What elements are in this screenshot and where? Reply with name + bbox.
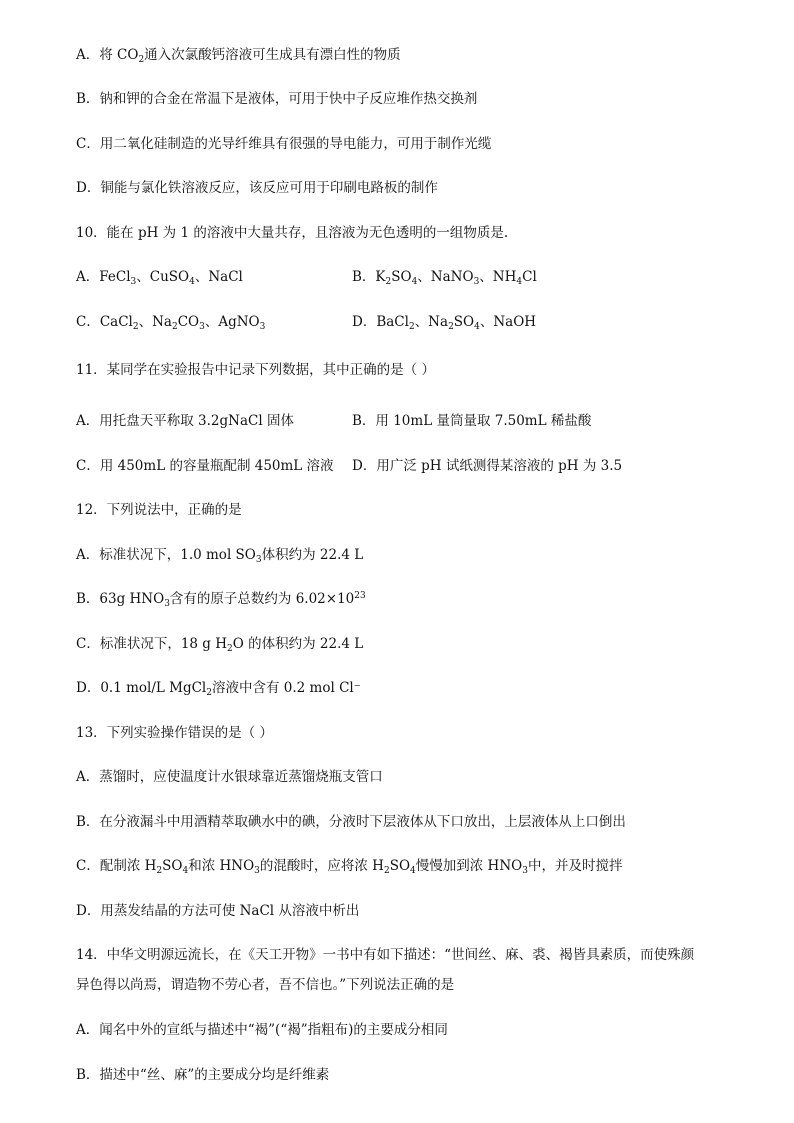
q12-option-d [76,678,361,698]
text: O 的体积约为 22.4 L [232,636,364,652]
text: CO [177,314,200,330]
text: 、NH [479,269,517,285]
subscript: 4 [189,277,195,287]
q11-stem: 11．某同学在实验报告中记录下列数据，其中正确的是（ ） [76,362,435,378]
superscript: 23 [354,591,366,601]
q13-stem: 13．下列实验操作错误的是（ ） [76,725,273,741]
text: B．63g HNO [76,591,165,607]
text: 、AgNO [204,314,260,330]
subscript: 3 [522,866,528,876]
subscript: 4 [474,322,480,332]
q12-option-b [76,589,366,609]
text: 、Na [414,314,449,330]
subscript: 3 [255,555,262,565]
text: SO [391,269,412,285]
subscript: 2 [156,866,163,876]
subscript: 4 [411,277,418,287]
q10-option-d [352,312,536,332]
q10-option-b [352,267,537,287]
subscript: 2 [227,644,233,654]
q13-option-b: B．在分液漏斗中用酒精萃取碘水中的碘，分液时下层液体从下口放出，上层液体从上口倒出 [76,814,626,830]
text: A．FeCl [76,269,131,285]
text: C．标准状况下，18 g H [76,636,228,652]
text: A．将 CO [76,47,139,63]
text: 通入次氯酸钙溶液可生成具有漂白性的物质 [144,47,401,63]
q12-option-c [76,634,363,654]
text: SO [389,858,411,874]
text: C．配制浓 H [76,858,157,874]
q12-option-a [76,545,363,565]
text: 慢慢加到浓 HNO [415,858,523,874]
text: 和浓 HNO [188,858,255,874]
text: 、NaCl [194,269,243,285]
subscript: 3 [164,599,170,609]
q14-stem-line2: 异色得以尚焉，谓造物不劳心者，吾不信也。”下列说法正确的是 [76,977,455,993]
q14-stem-line1: 14．中华文明源远流长，在《天工开物》一书中有如下描述：“世间丝、麻、裘、褐皆具素质，而使殊颜 [76,947,695,963]
q10-option-c [76,312,265,332]
text: 的混酸时，应将浓 H [259,858,384,874]
text: 中，并及时搅拌 [527,858,623,874]
subscript: 2 [448,322,454,332]
text: A．标准状况下，1.0 mol SO [76,547,256,563]
text: 含有的原子总数约为 6.02×10 [169,591,355,607]
text: 、NaNO [417,269,474,285]
q13-option-c [76,856,622,876]
subscript: 3 [259,322,266,332]
subscript: 2 [138,55,145,65]
subscript: 4 [516,277,523,287]
q9-option-c: C．用二氧化硅制造的光导纤维具有很强的导电能力，可用于制作光缆 [76,136,492,152]
text: SO [453,314,475,330]
subscript: 2 [132,322,139,332]
subscript: 3 [254,866,260,876]
q11-option-a: A．用托盘天平称取 3.2gNaCl 固体 [76,413,294,429]
subscript: 4 [410,866,416,876]
subscript: 4 [182,866,189,876]
subscript: 2 [408,322,415,332]
text: C．CaCl [76,314,133,330]
text: 溶液中含有 0.2 mol Cl⁻ [211,680,361,696]
subscript: 2 [171,322,178,332]
q10-stem: 10．能在 pH 为 1 的溶液中大量共存，且溶液为无色透明的一组物质是. [76,225,509,241]
q13-option-a: A．蒸馏时，应使温度计水银球靠近蒸馏烧瓶支管口 [76,769,383,785]
q9-option-d: D．铜能与氯化铁溶液反应，该反应可用于印刷电路板的制作 [76,180,438,196]
q9-option-b: B．钠和钾的合金在常温下是液体，可用于快中子反应堆作热交换剂 [76,91,478,107]
subscript: 2 [206,688,212,698]
q10-option-a [76,267,243,287]
text: D．BaCl [352,314,409,330]
text: 体积约为 22.4 L [261,547,364,563]
subscript: 2 [383,866,390,876]
q11-option-d: D．用广泛 pH 试纸测得某溶液的 pH 为 3.5 [352,458,623,474]
subscript: 3 [473,277,480,287]
text: 、NaOH [479,314,537,330]
text: 、CuSO [136,269,190,285]
text: B．K [352,269,386,285]
text: 、Na [138,314,172,330]
subscript: 3 [130,277,137,287]
text: SO [162,858,183,874]
q11-option-b: B．用 10mL 量筒量取 7.50mL 稀盐酸 [352,413,592,429]
q12-stem: 12．下列说法中，正确的是 [76,502,242,518]
text: D．0.1 mol/L MgCl [76,680,207,696]
q11-option-c: C．用 450mL 的容量瓶配制 450mL 溶液 [76,458,334,474]
q9-option-a [76,45,401,65]
subscript: 3 [199,322,205,332]
text: Cl [522,269,537,285]
q13-option-d: D．用蒸发结晶的方法可使 NaCl 从溶液中析出 [76,903,360,919]
q14-option-a: A．闻名中外的宣纸与描述中“褐”(“褐”指粗布)的主要成分相同 [76,1022,448,1038]
subscript: 2 [385,277,392,287]
q14-option-b: B．描述中“丝、麻”的主要成分均是纤维素 [76,1067,330,1083]
